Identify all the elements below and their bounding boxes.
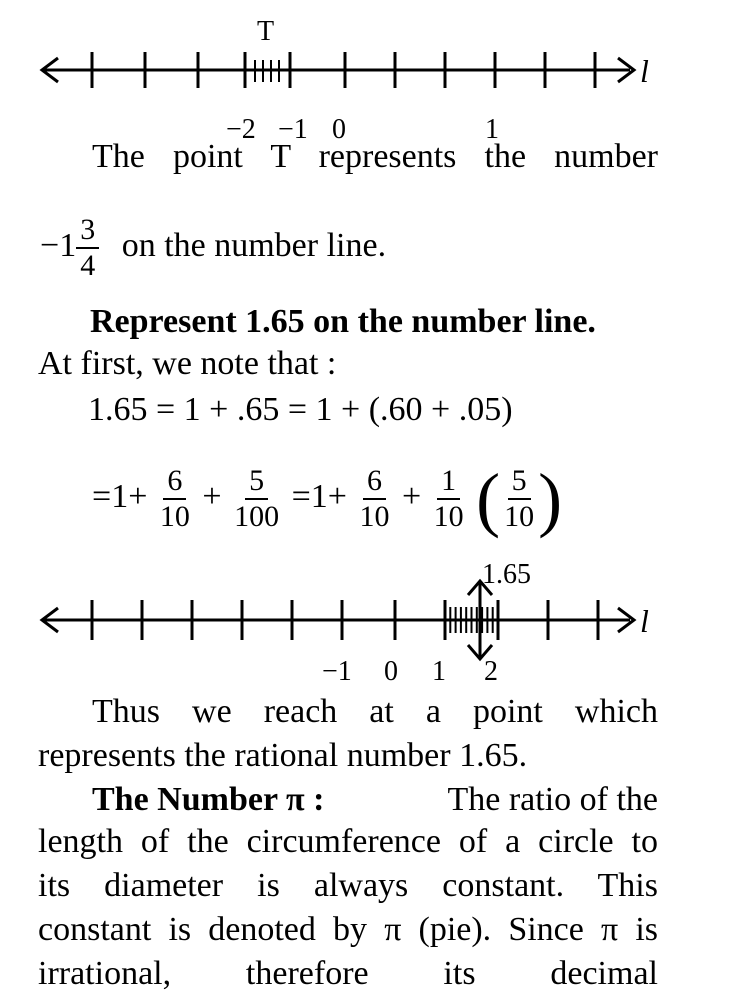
para4-line4: constant is denoted by π (pie). Since π is <box>38 911 658 948</box>
section-heading-represent-165: Represent 1.65 on the number line. <box>90 303 596 340</box>
tick-label-neg1-b: −1 <box>322 656 352 687</box>
para2-line1: At first, we note that : <box>38 345 337 382</box>
number-line-1 <box>0 10 741 150</box>
para3-line2: represents the rational number 1.65. <box>38 737 528 774</box>
para1-line2: −1 $\frac{3}{4}$ on the number line. <box>40 213 387 283</box>
equation-1: 1.65 = 1 + .65 = 1 + (.60 + .05) <box>88 391 513 428</box>
para4-line3: its diameter is always constant. This <box>38 867 658 904</box>
tick-label-2-b: 2 <box>484 656 498 687</box>
fraction-6-10: $\frac{6}{10}$ <box>159 464 190 534</box>
fraction-5-100: $\frac{5}{100}$ <box>234 464 280 534</box>
term-the-number-pi: The Number π : <box>92 781 325 818</box>
number-line-2 <box>0 555 741 685</box>
tick-label-0: 0 <box>332 114 346 145</box>
para4-line5: irrational, therefore its decimal <box>38 955 658 992</box>
tick-label-neg1: −1 <box>278 114 308 145</box>
line-l-label-2: l <box>640 603 649 639</box>
fraction-1-10: $\frac{1}{10}$ <box>433 464 464 534</box>
fraction-three-fourths: $\frac{3}{4}$ <box>76 215 99 281</box>
tick-label-0-b: 0 <box>384 656 398 687</box>
mixed-number: −1 $\frac{3}{4}$ <box>40 227 108 264</box>
tick-label-1-b: 1 <box>432 656 446 687</box>
fraction-5-10: $\frac{5}{10}$ <box>504 464 535 534</box>
fraction-6-10-b: $\frac{6}{10}$ <box>359 464 390 534</box>
equation-2: =1+ $\frac{6}{10}$ + $\frac{5}{100}$ =1+ $\frac{6}{10}$ + $\frac{1}{10}$ ( $\frac{5}{10}$ ) <box>92 459 563 540</box>
tick-label-1: 1 <box>485 114 499 145</box>
point-t-label: T <box>257 16 275 47</box>
para4-line2: length of the circumference of a circle to <box>38 823 658 860</box>
para1-line1: The point T represents the number <box>92 138 658 175</box>
point-165-label: 1.65 <box>482 559 531 590</box>
para4-line1: The Number π : The ratio of the <box>92 781 658 818</box>
tick-label-neg2: −2 <box>226 114 256 145</box>
line-l-label: l <box>640 53 649 89</box>
para3-line1: Thus we reach at a point which <box>92 693 658 730</box>
